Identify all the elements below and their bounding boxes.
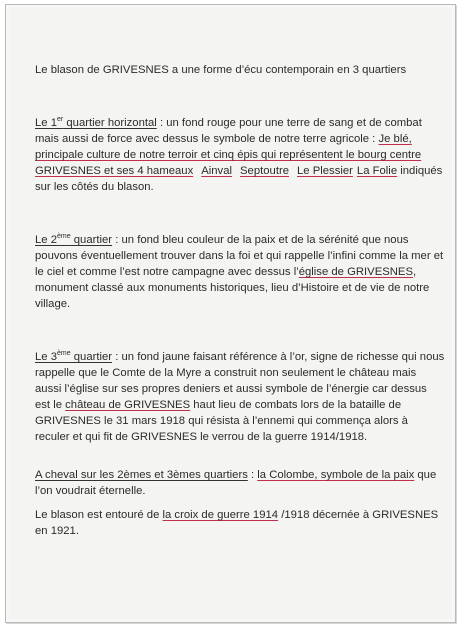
paragraph-dove: A cheval sur les 2èmes et 3èmes quartiers : la Colombe, symbole de la paix que l’on voudrait éternelle. [35,469,437,497]
hamlet-name: Septoutre [240,165,290,177]
dove-highlight: la Colombe, symbole de la paix [257,469,415,481]
closing-highlight: la croix de guerre 1914 [162,509,279,521]
hamlet-name: La Folie [356,165,398,177]
paragraph-closing: Le blason est entouré de la croix de guerre 1914 /1918 décernée à GRIVESNES en 1921. [35,509,439,537]
second-quarter-heading: Le 2ème quartier [35,233,113,246]
first-quarter-highlight: Je blé, principale culture de notre terroir et cinq épis qui représentent le bourg centre GRIVESNES et ses 4 hameaux [35,133,422,177]
third-quarter-highlight: château de GRIVESNES [65,399,191,411]
hamlet-name: Ainval [201,165,233,177]
hamlet-name: Le Plessier [297,165,353,177]
paragraph-second-quarter: Le 2ème quartier : un fond bleu couleur de la paix et de la sérénité que nous pouvons éventuellement trouver dans la foi et qui rappelle l’infini comme la mer et le ciel et comme l’est notre campagne avec dessus l’église de GRIVESNES, monument classé aux monuments historiques, lieu d’Histoire et de vie de notre village. [35,233,444,310]
document-title: Le blason de GRIVESNES a une forme d’écu contemporain en 3 quartiers [35,64,407,76]
paragraph-third-quarter: Le 3ème quartier : un fond jaune faisant référence à l’or, signe de richesse qui nous rappelle que le Comte de la Myre a construit non seulement le château mais aussi l’église sur ses propres deniers et aussi symbole de l’énergie car dessus est le château de GRIVESNES haut lieu de combats lors de la bataille de GRIVESNES le 31 mars 1918 qui résista à l’ennemi qui commença alors à reculer et qui fit de GRIVESNES le verrou de la guerre 1914/1918. [35,350,445,443]
third-quarter-heading: Le 3ème quartier [35,350,113,363]
dove-heading: A cheval sur les 2èmes et 3èmes quartiers [35,469,248,481]
second-quarter-highlight: église de GRIVESNES [298,266,413,278]
paragraph-first-quarter: Le 1er quartier horizontal : un fond rouge pour une terre de sang et de combat mais aussi de force avec dessus le symbole de notre terre agricole : Je blé, principale culture de notre terroir et cinq épis qui représentent le bourg centre GRIVESNES et ses 4 hameaux Ainval Septoutre Le Plessier La Folie indiqués sur les côtés du blason. [35,116,443,193]
first-quarter-heading: Le 1er quartier horizontal [35,116,157,129]
document-body [35,62,445,539]
